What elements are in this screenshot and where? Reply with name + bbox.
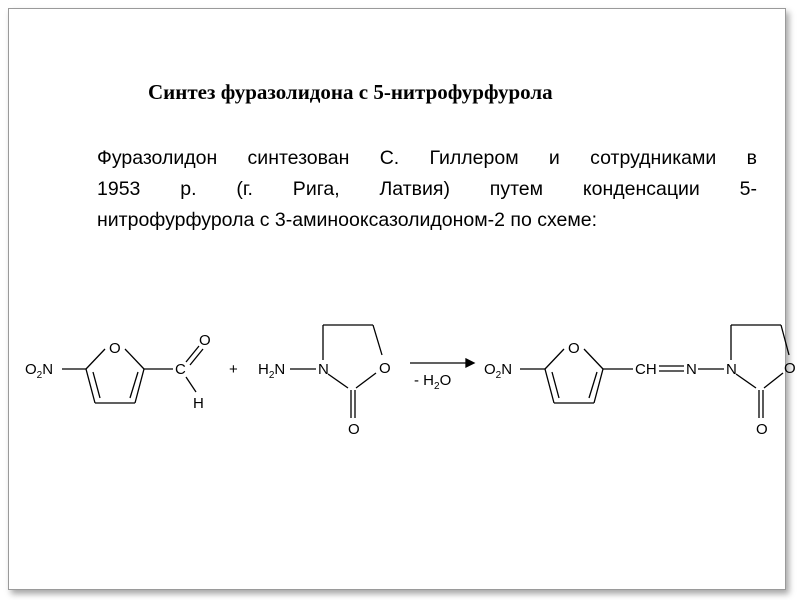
ring-oxygen: O (568, 340, 580, 357)
ring-bond (86, 349, 105, 369)
nitro-label: $O_2N$ (25, 361, 54, 381)
ring-bond (135, 369, 144, 403)
carbonyl-double-bond (190, 349, 203, 365)
amine-label: $H_2N$ (258, 361, 286, 381)
ring-oxygen: O (109, 340, 121, 357)
carbonyl-double-bond (186, 346, 199, 362)
paragraph-line-2: 1953 р. (г. Рига, Латвия) путем конденсации 5- (97, 178, 757, 200)
ring-oxygen: O (379, 360, 391, 377)
aminooxazolidinone-structure (258, 325, 391, 438)
plus-sign: + (229, 361, 238, 378)
reaction-arrow (410, 359, 474, 392)
aldehyde-oxygen: O (199, 332, 211, 349)
carbonyl-oxygen: O (348, 421, 360, 438)
ring-bond (125, 349, 144, 369)
ring-double-bond (552, 372, 559, 398)
ring-bond (328, 374, 348, 388)
aldehyde-hydrogen: H (193, 395, 204, 412)
ring-bond (373, 325, 382, 355)
methine-label: CH (635, 361, 657, 378)
ring-bond (584, 349, 603, 369)
ring-bond (356, 373, 376, 388)
paragraph-line-1: Фуразолидон синтезован С. Гиллером и сотрудниками в (97, 147, 757, 169)
furazolidone-structure (484, 325, 796, 438)
ring-bond (594, 369, 603, 403)
ring-bond (545, 349, 564, 369)
carbonyl-oxygen: O (756, 421, 768, 438)
paragraph-line-3: нитрофурфурола с 3-аминооксазолидоном-2 по схеме: (97, 209, 598, 231)
ring-bond (764, 373, 783, 388)
arrow-head (466, 359, 474, 367)
aldehyde-h-bond (186, 377, 196, 392)
ring-bond (736, 374, 756, 388)
ring-double-bond (93, 372, 100, 398)
arrow-condition: - $H_2O$ (414, 372, 452, 392)
slide-title: Синтез фуразолидона с 5-нитрофурфурола (148, 80, 553, 104)
ring-bond (781, 325, 789, 355)
ring-nitrogen: N (726, 361, 737, 378)
nitro-label: $O_2N$ (484, 361, 513, 381)
imine-nitrogen: N (686, 361, 697, 378)
ring-oxygen: O (784, 360, 796, 377)
nitrofurfural-structure (25, 332, 211, 412)
aldehyde-carbon: C (175, 361, 186, 378)
ring-nitrogen: N (318, 361, 329, 378)
